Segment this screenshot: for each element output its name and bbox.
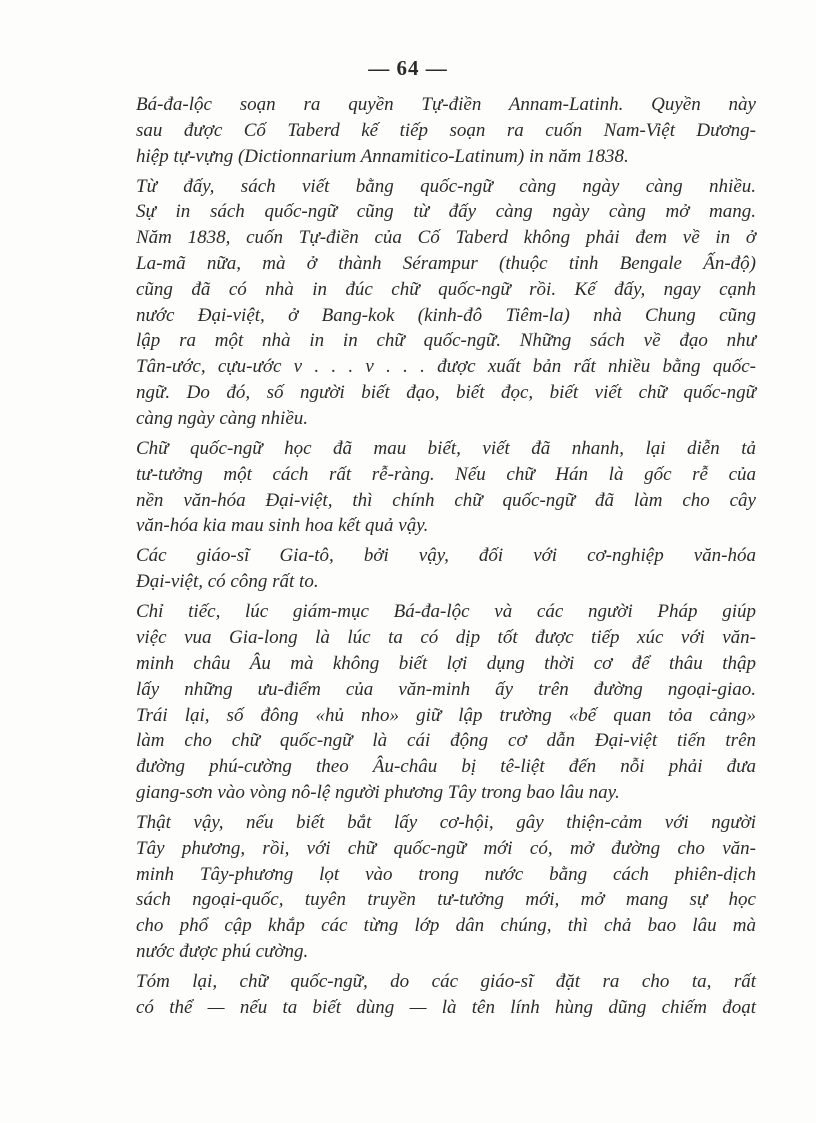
- text-line: Tóm lại, chữ quốc-ngữ, do các giáo-sĩ đặt ra cho ta, rất: [136, 971, 756, 993]
- text-line: sau được Cố Taberd kế tiếp soạn ra cuốn Nam-Việt Dương-: [136, 119, 756, 141]
- text-line: Từ đấy, sách viết bằng quốc-ngữ càng ngày càng nhiều.: [136, 175, 756, 197]
- text-line: La-mã nữa, mà ở thành Sérampur (thuộc tỉnh Bengale Ấn-độ): [136, 253, 756, 275]
- text-line: càng ngày càng nhiều.: [136, 407, 309, 429]
- text-line: có thể — nếu ta biết dùng — là tên lính hùng dũng chiếm đoạt: [136, 996, 756, 1018]
- text-line: nền văn-hóa Đại-việt, thì chính chữ quốc-ngữ đã làm cho cây: [136, 489, 756, 511]
- text-line: văn-hóa kia mau sinh hoa kết quả vậy.: [136, 515, 429, 537]
- text-line: minh châu Âu mà không biết lợi dụng thời cơ để thâu thập: [136, 652, 756, 674]
- text-line: tư-tưởng một cách rất rễ-ràng. Nếu chữ Hán là gốc rễ của: [136, 463, 756, 485]
- paragraph: [96, 969, 756, 1021]
- text-line: ngữ. Do đó, số người biết đạo, biết đọc, biết viết chữ quốc-ngữ: [136, 382, 756, 404]
- text-line: Thật vậy, nếu biết bắt lấy cơ-hội, gây thiện-cảm với người: [136, 812, 756, 833]
- text-line: Bá-đa-lộc soạn ra quyền Tự-điền Annam-Latinh. Quyền này: [136, 94, 756, 115]
- text-line: Chỉ tiếc, lúc giám-mục Bá-đa-lộc và các người Pháp giúp: [136, 601, 756, 623]
- paragraph: [96, 599, 756, 805]
- paragraph: [96, 810, 756, 965]
- paragraph: [96, 543, 756, 595]
- page-number: — 64 —: [368, 56, 448, 80]
- text-line: Trái lại, số đông «hủ nho» giữ lập trường «bế quan tỏa cảng»: [136, 704, 756, 726]
- text-line: việc vua Gia-long là lúc ta có dịp tốt được tiếp xúc với văn-: [136, 627, 756, 649]
- text-line: lập ra một nhà in in chữ quốc-ngữ. Những sách về đạo như: [136, 330, 756, 352]
- text-line: hiệp tự-vựng (Dictionnarium Annamitico-Latinum) in năm 1838.: [136, 145, 629, 167]
- text-line: Chữ quốc-ngữ học đã mau biết, viết đã nhanh, lại diễn tả: [136, 437, 756, 459]
- paragraph: [96, 92, 756, 169]
- text-line: Năm 1838, cuốn Tự-điền của Cố Taberd không phải đem về in ở: [136, 227, 756, 249]
- text-line: nước Đại-việt, ở Bang-kok (kinh-đô Tiêm-la) nhà Chung cũng: [136, 304, 756, 326]
- text-line: đường phú-cường theo Âu-châu bị tê-liệt đến nỗi phải đưa: [136, 756, 756, 778]
- text-line: Đại-việt, có công rất to.: [136, 571, 319, 593]
- text-line: sách ngoại-quốc, tuyên truyền tư-tưởng mới, mở mang sự học: [136, 889, 756, 911]
- text-line: Các giáo-sĩ Gia-tô, bởi vậy, đối với cơ-nghiệp văn-hóa: [136, 545, 756, 567]
- body-text: [96, 92, 756, 1025]
- text-line: giang-sơn vào vòng nô-lệ người phương Tây trong bao lâu nay.: [136, 781, 620, 803]
- text-line: Tây phương, rồi, với chữ quốc-ngữ mới có, mở đường cho văn-: [136, 837, 756, 859]
- text-line: Sự in sách quốc-ngữ cũng từ đấy càng ngày càng mở mang.: [136, 201, 756, 223]
- text-line: cho phổ cập khắp các từng lớp dân chúng, thì chả bao lâu mà: [136, 915, 756, 937]
- text-line: nước được phú cường.: [136, 940, 309, 962]
- text-line: lấy những ưu-điểm của văn-minh ấy trên đường ngoại-giao.: [136, 678, 756, 700]
- text-line: minh Tây-phương lọt vào trong nước bằng cách phiên-dịch: [136, 863, 756, 885]
- text-line: làm cho chữ quốc-ngữ là cái động cơ dẫn Đại-việt tiến trên: [136, 730, 756, 752]
- paragraph: [96, 436, 756, 539]
- text-line: cũng đã có nhà in đúc chữ quốc-ngữ rồi. Kế đấy, ngay cạnh: [136, 278, 756, 300]
- text-line: Tân-ước, cựu-ước v . . . v . . . được xuất bản rất nhiều bằng quốc-: [136, 356, 756, 378]
- paragraph: [96, 174, 756, 432]
